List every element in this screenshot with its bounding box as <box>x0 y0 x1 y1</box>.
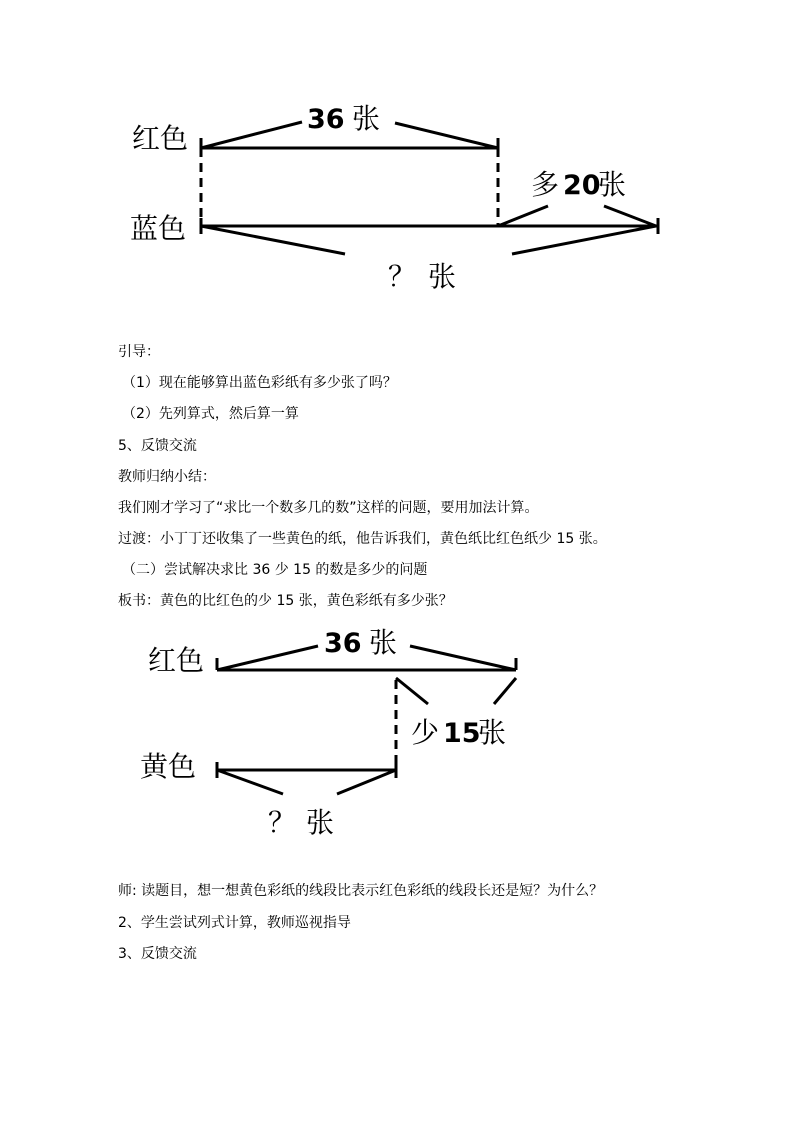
more-unit: 张 <box>598 168 627 201</box>
bottom-question-mark-2: ？ <box>268 806 297 839</box>
top-total-number-2: 36 <box>324 628 362 659</box>
more-brace-right <box>604 206 656 226</box>
less-number: 15 <box>443 718 481 749</box>
step-3-feedback: 3、反馈交流 <box>118 946 197 962</box>
top-total-number: 36 <box>307 104 345 135</box>
top-brace-left <box>201 122 302 148</box>
top-brace-2-left <box>217 646 318 670</box>
red-label: 红色 <box>132 122 189 155</box>
less-prefix: 少 <box>411 716 440 749</box>
less-brace-right <box>494 678 516 704</box>
teacher-summary-heading: 教师归纳小结： <box>118 469 216 485</box>
guide-question-1: （1）现在能够算出蓝色彩纸有多少张了吗？ <box>122 375 397 391</box>
bottom-brace-2-left <box>217 770 283 794</box>
top-brace-right <box>395 123 498 148</box>
more-prefix: 多 <box>531 168 560 201</box>
line-segment-diagram-red-blue <box>0 95 794 305</box>
board-writing: 板书：黄色的比红色的少 15 张，黄色彩纸有多少张？ <box>118 593 453 609</box>
less-brace-left <box>396 678 428 704</box>
line-segment-diagram-red-yellow <box>0 620 794 845</box>
bottom-unit-2: 张 <box>306 806 335 839</box>
less-unit: 张 <box>478 716 507 749</box>
transition-text: 过渡：小丁丁还收集了一些黄色的纸，他告诉我们，黄色纸比红色纸少 15 张。 <box>118 531 607 547</box>
bottom-brace-right <box>512 226 656 254</box>
more-brace-left <box>498 206 548 226</box>
top-total-unit-2: 张 <box>369 626 398 659</box>
teacher-question: 师: 读题目，想一想黄色彩纸的线段比表示红色彩纸的线段长还是短？为什么？ <box>118 883 604 899</box>
bottom-brace-2-right <box>337 770 396 794</box>
teacher-summary-text: 我们刚才学习了“求比一个数多几的数”这样的问题，要用加法计算。 <box>118 500 539 516</box>
top-total-unit: 张 <box>352 102 381 135</box>
yellow-label: 黄色 <box>140 750 197 783</box>
step-5-feedback: 5、反馈交流 <box>118 438 197 454</box>
top-brace-2-right <box>410 646 516 670</box>
bottom-unit: 张 <box>428 260 457 293</box>
blue-label: 蓝色 <box>130 212 187 245</box>
step-2-student-attempt: 2、学生尝试列式计算，教师巡视指导 <box>118 915 351 931</box>
section-two-heading: （二）尝试解决求比 36 少 15 的数是多少的问题 <box>122 562 428 578</box>
more-number: 20 <box>563 170 601 201</box>
guide-question-2: （2）先列算式，然后算一算 <box>122 406 299 422</box>
bottom-brace-left <box>201 226 345 254</box>
guide-heading: 引导： <box>118 344 160 360</box>
red-label-2: 红色 <box>148 644 205 677</box>
bottom-question-mark: ？ <box>388 260 417 293</box>
